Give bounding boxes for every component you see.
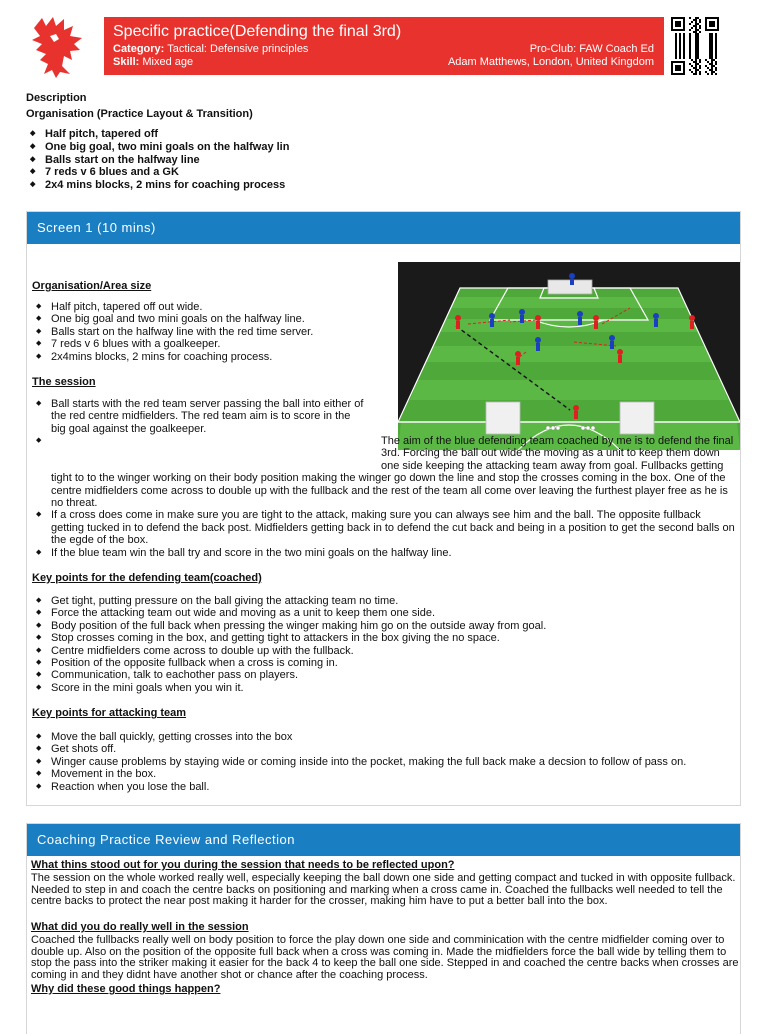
list-item: ◆ Half pitch, tapered off	[30, 128, 289, 141]
list-item: ◆ One big goal and two mini goals on the halfway line.	[36, 313, 376, 325]
list-item: ◆ If a cross does come in make sure you are tight to the attack, making sure you can always see him and the ball. The opposite fullback getting tucked in to defend the back post. Midfielders getting back in to defend the cut back and being in a position to get the second balls on the egde of the box.	[36, 509, 736, 546]
list-item: ◆ Movement in the box.	[36, 768, 736, 780]
practice-pitch-diagram	[398, 262, 740, 450]
list-item: ◆ 2x4 mins blocks, 2 mins for coaching process	[30, 179, 289, 192]
review-title: Coaching Practice Review and Reflection	[27, 824, 740, 856]
session-heading: The session	[32, 376, 96, 388]
header-banner	[104, 17, 664, 75]
qr-code	[671, 17, 719, 75]
list-item: ◆ The aim of the blue defending team coached by me is to defend the final 3rd. Forcing the ball out wide the moving as a unit to keep them down one side keeping the attacking team away from goal. Fullbacks getting tight to to the winger working on their body position making the winger go down the line and stop the crosses coming in the box. One of the centre midfielders come across to double up with the fullback and the rest of the team all come over leaving the furthest player free as he is no threat.	[36, 435, 736, 509]
practice-title: Specific practice(Defending the final 3rd)	[113, 23, 402, 40]
attacking-list	[36, 731, 736, 793]
organisation-list	[36, 301, 376, 363]
review-answer-1: The session on the whole worked really well, especially keeping the ball down one side and getting compact and tucked in with opposite fullback. Needed to step in and coach the centre backs on positioning and marking when a cross came in. Coached the fullbacks well needed to tell the centre backs to protect the near post making it harder for the crosser, making him have to put a better ball into the box.	[31, 872, 736, 908]
welsh-dragon-logo	[26, 14, 88, 80]
author-name: Adam Matthews, London, United Kingdom	[447, 56, 654, 68]
list-item: ◆ Ball starts with the red team server passing the ball into either of the red centre midfielders. The red team aim is to score in the big goal against the goalkeeper.	[36, 398, 366, 435]
club-name: Pro-Club: FAW Coach Ed	[529, 43, 654, 55]
review-question-1: What thins stood out for you during the session that needs to be reflected upon?	[31, 859, 455, 871]
list-item: ◆ Score in the mini goals when you win it.	[36, 682, 736, 694]
list-item: ◆ Reaction when you lose the ball.	[36, 781, 736, 793]
category-line: Category: Tactical: Defensive principles	[113, 43, 309, 55]
defending-list	[36, 595, 736, 694]
list-item: ◆ Get tight, putting pressure on the ball giving the attacking team no time.	[36, 595, 736, 607]
overview-list	[30, 128, 289, 192]
organisation-heading: Organisation/Area size	[32, 280, 152, 292]
list-item: ◆ If the blue team win the ball try and score in the two mini goals on the halfway line.	[36, 547, 736, 559]
skill-value: Mixed age	[142, 56, 194, 68]
list-item: ◆ Stop crosses coming in the box, and getting tight to attackers in the box giving the no space.	[36, 632, 736, 644]
defending-heading: Key points for the defending team(coached)	[32, 572, 262, 584]
category-value: Tactical: Defensive principles	[167, 43, 309, 55]
review-question-2: What did you do really well in the session	[31, 921, 249, 933]
list-item: ◆ 2x4mins blocks, 2 mins for coaching process.	[36, 351, 376, 363]
list-item: ◆ Body position of the full back when pressing the winger making him go on the outside away from goal.	[36, 620, 736, 632]
list-item: ◆ Position of the opposite fullback when a cross is coming in.	[36, 657, 736, 669]
list-item: ◆ Centre midfielders come across to double up with the fullback.	[36, 645, 736, 657]
review-question-3: Why did these good things happen?	[31, 983, 221, 995]
list-item: ◆ Balls start on the halfway line	[30, 154, 289, 167]
list-item: ◆ Move the ball quickly, getting crosses into the box	[36, 731, 736, 743]
description-subheading: Organisation (Practice Layout & Transition)	[26, 108, 253, 120]
description-heading: Description	[26, 92, 87, 104]
review-answer-2: Coached the fullbacks really well on body position to force the play down one side and comminication with the centre midfielder coming over to double up. Also on the position of the opposite full back when a cross was coming in. Made the midfielders force the ball wide by telling them to stop the pass into the striker making it easier for the back 4 to keep the ball one side. Stepped in and coached the centre backs when crosses are coming in and they didnt have another shot or chance after the coaching process.	[31, 934, 739, 981]
list-item: ◆ Winger cause problems by staying wide or coming inside into the pocket, making the full back make a decsion to follow of pass on.	[36, 756, 736, 768]
screen1-title: Screen 1 (10 mins)	[27, 212, 740, 244]
list-item: ◆ One big goal, two mini goals on the halfway lin	[30, 141, 289, 154]
attacking-heading: Key points for attacking team	[32, 707, 187, 719]
list-item: ◆ Get shots off.	[36, 743, 736, 755]
session-list	[36, 398, 366, 435]
list-item: ◆ Communication, talk to eachother pass on players.	[36, 669, 736, 681]
session-list-wide	[36, 435, 736, 559]
list-item: ◆ Balls start on the halfway line with the red time server.	[36, 326, 376, 338]
list-item: ◆ 7 reds v 6 blues and a GK	[30, 166, 289, 179]
list-item: ◆ 7 reds v 6 blues with a goalkeeper.	[36, 338, 376, 350]
list-item: ◆ Half pitch, tapered off out wide.	[36, 301, 376, 313]
list-item: ◆ Force the attacking team out wide and moving as a unit to keep them one side.	[36, 607, 736, 619]
skill-line: Skill: Mixed age	[113, 56, 194, 68]
